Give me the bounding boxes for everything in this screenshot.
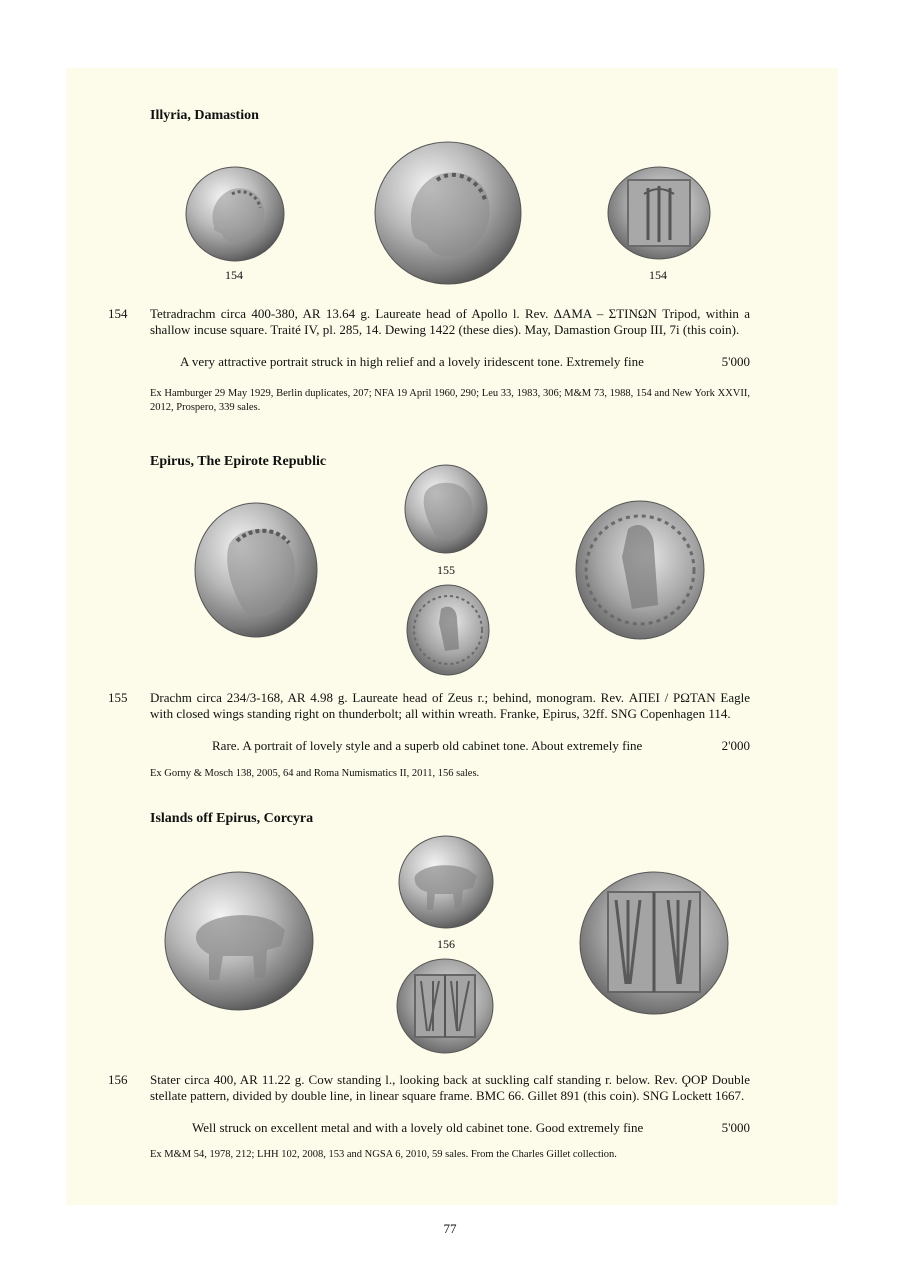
section-title-corcyra: Islands off Epirus, Corcyra (150, 811, 314, 826)
lot-number-154: 154 (108, 306, 128, 321)
lot-number-155: 155 (108, 690, 128, 705)
coin-154-obverse-large (373, 138, 523, 288)
lot-provenance-154: Ex Hamburger 29 May 1929, Berlin duplicates, 207; NFA 19 April 1960, 290; Leu 33, 1983, 306; M&M 73, 1988, 154 and New York XXVII, 2012, Prospero, 339 sales. (150, 388, 750, 413)
coin-156-reverse-large (578, 870, 730, 1016)
lot-price-154: 5'000 (721, 354, 750, 369)
coin-155-obverse-large (193, 501, 319, 639)
coin-156-obverse-small (397, 834, 495, 930)
image-label-155: 155 (437, 563, 455, 577)
page-number: 77 (443, 1221, 457, 1236)
lot-provenance-156: Ex M&M 54, 1978, 212; LHH 102, 2008, 153 and NGSA 6, 2010, 59 sales. From the Charles Gillet collection. (150, 1149, 617, 1160)
coin-155-reverse-large (574, 499, 706, 641)
lot-comment-156: Well struck on excellent metal and with a lovely old cabinet tone. Good extremely fine (192, 1120, 644, 1135)
coin-154-obverse-small (184, 164, 286, 264)
lot-comment-154: A very attractive portrait struck in high relief and a lovely iridescent tone. Extremely fine (180, 354, 644, 369)
image-label-154-left: 154 (225, 268, 243, 282)
lot-description-156: Stater circa 400, AR 11.22 g. Cow standing l., looking back at suckling calf standing r. below. Rev. ϘΟΡ Double stellate pattern, divided by double line, in linear square frame. BMC 66. Gillet 891 (this coin). SNG Lockett 1667. (150, 1072, 750, 1103)
image-label-156: 156 (437, 937, 455, 951)
lot-number-156: 156 (108, 1072, 128, 1087)
lot-description-155: Drachm circa 234/3-168, AR 4.98 g. Laureate head of Zeus r.; behind, monogram. Rev. ΑΠΕΙ / ΡΩΤΑΝ Eagle with closed wings standing right on thunderbolt; all within wreath. Franke, Epirus, 32ff. SNG Copenhagen 114. (150, 690, 750, 721)
section-title-epirus: Epirus, The Epirote Republic (150, 454, 327, 469)
coin-155-reverse-small (405, 583, 491, 677)
coin-154-reverse (606, 164, 712, 262)
section-title-illyria: Illyria, Damastion (150, 108, 259, 123)
lot-description-154: Tetradrachm circa 400-380, AR 13.64 g. Laureate head of Apollo l. Rev. ΔΑΜΑ – ΣΤΙΝΩΝ Tripod, within a shallow incuse square. Traité IV, pl. 285, 14. Dewing 1422 (these dies). May, Damastion Group III, 7i (this coin). (150, 306, 750, 337)
lot-price-156: 5'000 (721, 1120, 750, 1135)
lot-provenance-155: Ex Gorny & Mosch 138, 2005, 64 and Roma Numismatics II, 2011, 156 sales. (150, 768, 480, 779)
coin-156-reverse-small (395, 957, 495, 1055)
image-label-154-right: 154 (649, 268, 667, 282)
lot-price-155: 2'000 (721, 738, 750, 753)
lot-comment-155: Rare. A portrait of lovely style and a superb old cabinet tone. About extremely fine (212, 738, 643, 753)
coin-155-obverse-small (403, 463, 489, 555)
coin-156-obverse-large (163, 870, 315, 1012)
